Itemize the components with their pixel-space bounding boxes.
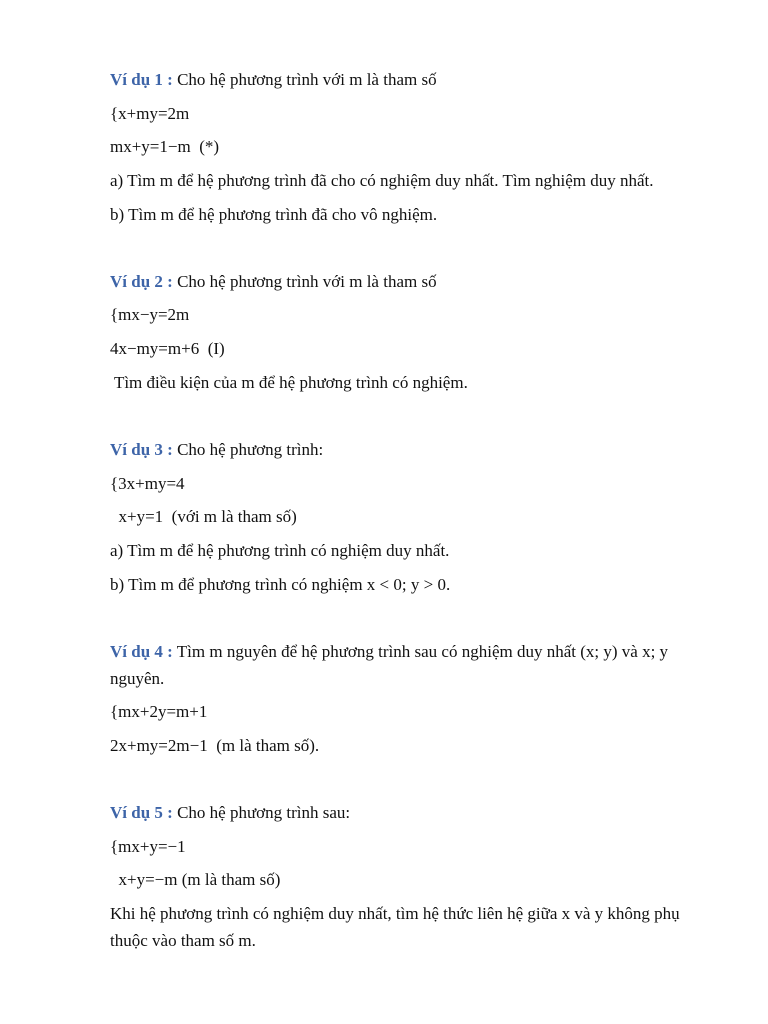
equation-line: {mx+y=−1 [110,836,186,856]
example-intro [110,799,700,826]
document-content [110,66,700,961]
equation-line: {mx−y=2m [110,305,190,325]
example-5 [110,799,700,954]
example-intro [110,436,700,463]
example-heading: Ví dụ 3 : [110,439,173,459]
question-a: a) Tìm m để hệ phương trình đã cho có nghiệm duy nhất. Tìm nghiệm duy nhất. [110,171,654,191]
example-intro-text: Cho hệ phương trình sau: [172,802,351,822]
question-a: a) Tìm m để hệ phương trình có nghiệm duy nhất. [110,540,450,560]
example-intro-text: Cho hệ phương trình với m là tham số [172,70,437,89]
example-intro [110,66,700,93]
example-heading: Ví dụ 2 : [110,271,173,291]
equation-line: {x+my=2m [110,103,190,123]
question: Khi hệ phương trình có nghiệm duy nhất, tìm hệ thức liên hệ giữa x và y không phụ thuộc vào tham số m. [110,904,680,950]
equation-line: mx+y=1−m (*) [110,137,220,157]
equation-line: 4x−my=m+6 (I) [110,339,225,359]
example-intro-text: Cho hệ phương trình: [172,439,324,459]
equation-line: x+y=1 (với m là tham số) [110,507,297,527]
question-b: b) Tìm m để phương trình có nghiệm x < 0; y > 0. [110,574,451,594]
equation-line: {3x+my=4 [110,473,185,493]
example-1 [110,66,700,228]
example-intro [110,638,700,692]
question-b: b) Tìm m để hệ phương trình đã cho vô nghiệm. [110,204,438,224]
example-intro-text: Cho hệ phương trình với m là tham số [172,271,437,291]
example-intro [110,268,700,295]
example-heading: Ví dụ 1 : [110,70,173,89]
question: Tìm điều kiện của m để hệ phương trình có nghiệm. [110,372,468,392]
equation-line: x+y=−m (m là tham số) [110,870,281,890]
equation-line: {mx+2y=m+1 [110,702,208,722]
example-3 [110,436,700,598]
example-2 [110,268,700,396]
example-heading: Ví dụ 4 : [110,641,173,661]
example-heading: Ví dụ 5 : [110,802,173,822]
example-intro-text: Tìm m nguyên để hệ phương trình sau có nghiệm duy nhất (x; y) và x; y nguyên. [110,641,669,688]
equation-line: 2x+my=2m−1 (m là tham số). [110,735,320,755]
example-4 [110,638,700,759]
